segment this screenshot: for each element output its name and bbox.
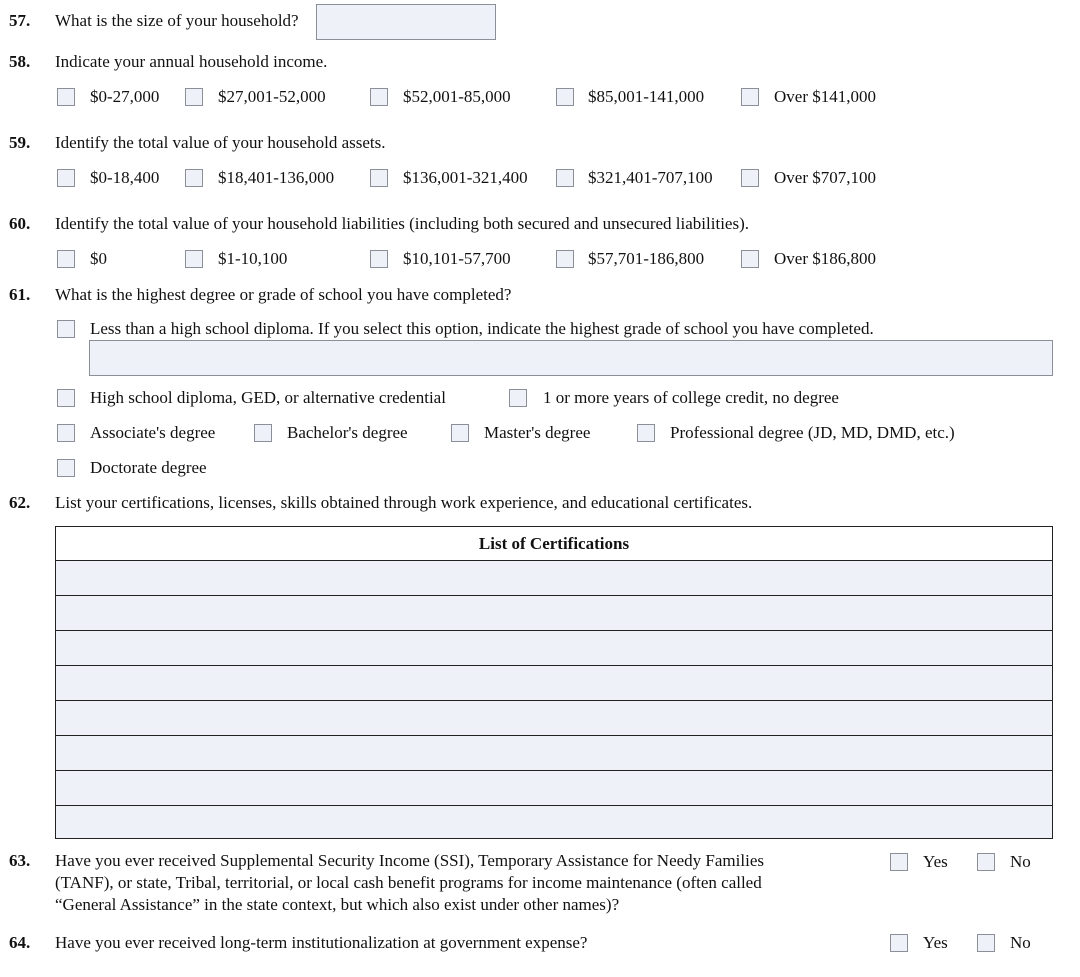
highest-grade-input[interactable] — [89, 340, 1053, 376]
education-college-credit-label: 1 or more years of college credit, no degree — [543, 388, 839, 407]
question-58-number: 58. — [9, 52, 31, 71]
q64-no-checkbox[interactable] — [977, 934, 995, 952]
liabilities-option-4-label: $57,701-186,800 — [588, 249, 705, 268]
certification-row-input[interactable] — [56, 631, 1052, 666]
assets-option-3-checkbox[interactable] — [370, 169, 388, 187]
certifications-table — [55, 526, 1053, 839]
education-bachelors-checkbox[interactable] — [254, 424, 272, 442]
education-doctorate-label: Doctorate degree — [90, 458, 207, 477]
question-59-number: 59. — [9, 133, 31, 152]
liabilities-option-2-checkbox[interactable] — [185, 250, 203, 268]
question-61-text: What is the highest degree or grade of school you have completed? — [55, 285, 512, 304]
assets-option-2-checkbox[interactable] — [185, 169, 203, 187]
q64-yes-label: Yes — [923, 933, 948, 952]
q63-yes-label: Yes — [923, 852, 948, 871]
question-57-number: 57. — [9, 11, 31, 30]
question-63-text-line-2: (TANF), or state, Tribal, territorial, or local cash benefit programs for income maintenance (often called — [55, 873, 762, 892]
education-doctorate-checkbox[interactable] — [57, 459, 75, 477]
certification-row-input[interactable] — [56, 806, 1052, 838]
liabilities-option-5-checkbox[interactable] — [741, 250, 759, 268]
q64-yes-checkbox[interactable] — [890, 934, 908, 952]
assets-option-5-checkbox[interactable] — [741, 169, 759, 187]
liabilities-option-1-checkbox[interactable] — [57, 250, 75, 268]
question-58-text: Indicate your annual household income. — [55, 52, 328, 71]
q63-no-label: No — [1010, 852, 1031, 871]
income-option-4-checkbox[interactable] — [556, 88, 574, 106]
assets-option-4-label: $321,401-707,100 — [588, 168, 713, 187]
income-option-2-checkbox[interactable] — [185, 88, 203, 106]
education-less-than-hs-checkbox[interactable] — [57, 320, 75, 338]
income-option-5-checkbox[interactable] — [741, 88, 759, 106]
income-option-1-checkbox[interactable] — [57, 88, 75, 106]
question-57-text: What is the size of your household? — [55, 11, 299, 30]
education-masters-checkbox[interactable] — [451, 424, 469, 442]
liabilities-option-1-label: $0 — [90, 249, 107, 268]
liabilities-option-3-checkbox[interactable] — [370, 250, 388, 268]
income-option-1-label: $0-27,000 — [90, 87, 160, 106]
household-size-input[interactable] — [316, 4, 496, 40]
education-associates-label: Associate's degree — [90, 423, 216, 442]
income-option-2-label: $27,001-52,000 — [218, 87, 326, 106]
liabilities-option-2-label: $1-10,100 — [218, 249, 288, 268]
certification-row-input[interactable] — [56, 666, 1052, 701]
certifications-table-header: List of Certifications — [56, 527, 1052, 561]
certification-row-input[interactable] — [56, 771, 1052, 806]
education-hs-diploma-label: High school diploma, GED, or alternative credential — [90, 388, 446, 407]
education-bachelors-label: Bachelor's degree — [287, 423, 408, 442]
question-62-number: 62. — [9, 493, 31, 512]
education-masters-label: Master's degree — [484, 423, 591, 442]
q64-no-label: No — [1010, 933, 1031, 952]
question-63-text-line-3: “General Assistance” in the state context, but which also exist under other names)? — [55, 895, 620, 914]
assets-option-2-label: $18,401-136,000 — [218, 168, 335, 187]
education-professional-label: Professional degree (JD, MD, DMD, etc.) — [670, 423, 955, 442]
liabilities-option-4-checkbox[interactable] — [556, 250, 574, 268]
q63-no-checkbox[interactable] — [977, 853, 995, 871]
question-63-number: 63. — [9, 851, 31, 870]
education-hs-diploma-checkbox[interactable] — [57, 389, 75, 407]
assets-option-4-checkbox[interactable] — [556, 169, 574, 187]
question-62-text: List your certifications, licenses, skills obtained through work experience, and educational certificates. — [55, 493, 753, 512]
liabilities-option-5-label: Over $186,800 — [774, 249, 876, 268]
certification-row-input[interactable] — [56, 596, 1052, 631]
assets-option-1-label: $0-18,400 — [90, 168, 160, 187]
income-option-3-checkbox[interactable] — [370, 88, 388, 106]
question-64-text: Have you ever received long-term institutionalization at government expense? — [55, 933, 588, 952]
income-option-3-label: $52,001-85,000 — [403, 87, 511, 106]
question-60-number: 60. — [9, 214, 31, 233]
education-college-credit-checkbox[interactable] — [509, 389, 527, 407]
education-less-than-hs-label: Less than a high school diploma. If you select this option, indicate the highest grade of school you have completed. — [90, 319, 874, 338]
question-61-number: 61. — [9, 285, 31, 304]
certification-row-input[interactable] — [56, 561, 1052, 596]
liabilities-option-3-label: $10,101-57,700 — [403, 249, 511, 268]
income-option-5-label: Over $141,000 — [774, 87, 876, 106]
question-63-text-line-1: Have you ever received Supplemental Security Income (SSI), Temporary Assistance for Needy Families — [55, 851, 764, 870]
certification-row-input[interactable] — [56, 701, 1052, 736]
education-associates-checkbox[interactable] — [57, 424, 75, 442]
education-professional-checkbox[interactable] — [637, 424, 655, 442]
assets-option-1-checkbox[interactable] — [57, 169, 75, 187]
question-60-text: Identify the total value of your household liabilities (including both secured and unsecured liabilities). — [55, 214, 749, 233]
assets-option-5-label: Over $707,100 — [774, 168, 876, 187]
q63-yes-checkbox[interactable] — [890, 853, 908, 871]
income-option-4-label: $85,001-141,000 — [588, 87, 705, 106]
question-59-text: Identify the total value of your household assets. — [55, 133, 386, 152]
assets-option-3-label: $136,001-321,400 — [403, 168, 528, 187]
question-64-number: 64. — [9, 933, 31, 952]
certification-row-input[interactable] — [56, 736, 1052, 771]
